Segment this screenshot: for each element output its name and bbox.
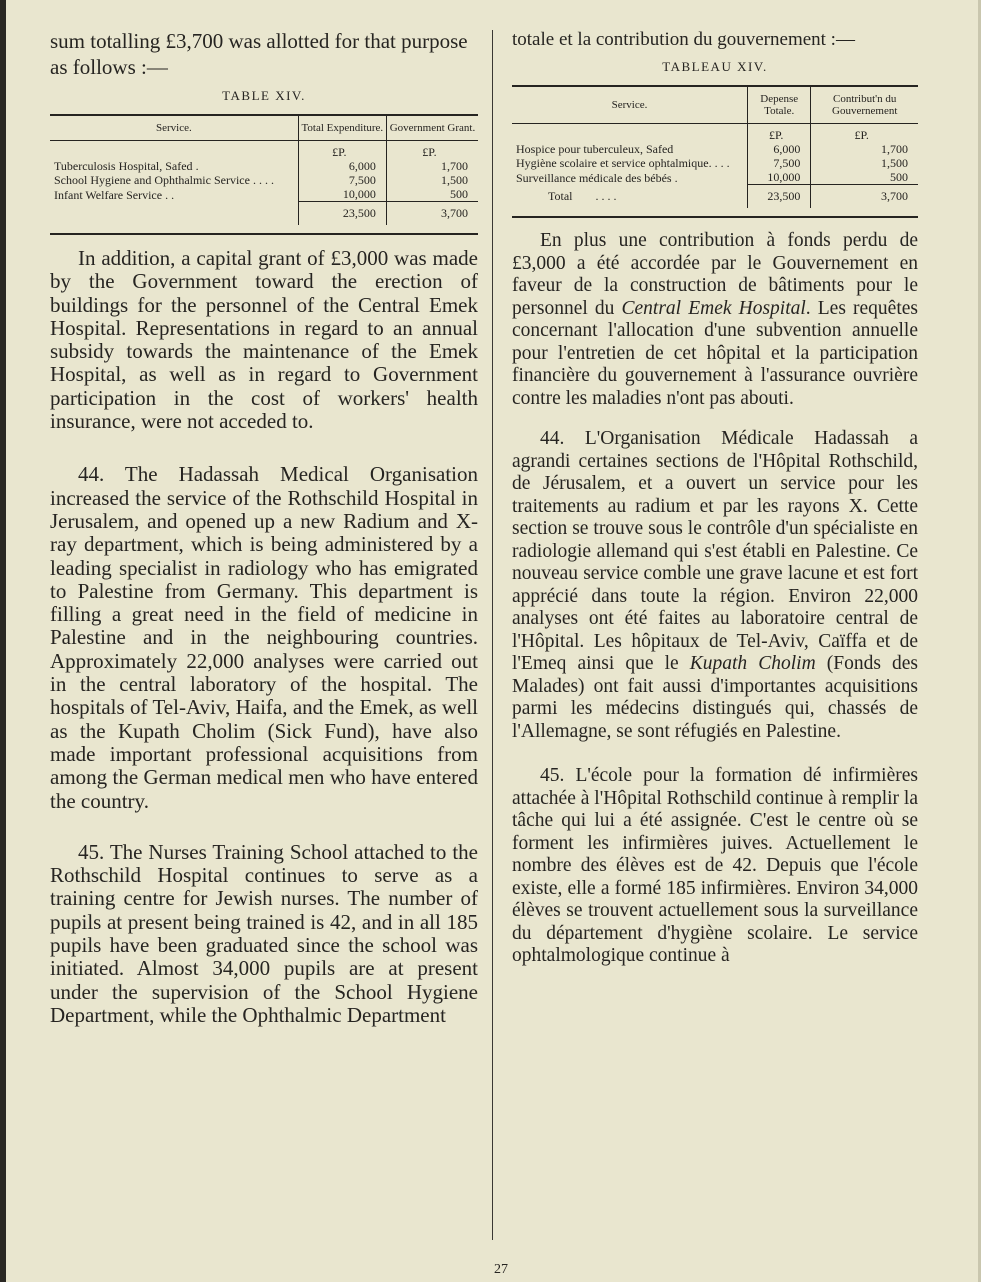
row-total: 7,500 [747,156,810,170]
header-grant: Government Grant. [386,115,478,141]
table-total-row [50,202,478,226]
header-total: Total Expenditure. [298,115,386,141]
total-expenditure: 23,500 [298,202,386,226]
french-intro: totale et la contribution du gouvernement :— [512,29,855,50]
header-total: Depense Totale. [747,86,810,124]
row-grant: 1,500 [386,173,478,187]
row-grant: 1,700 [811,142,918,156]
total-expenditure: 23,500 [747,185,810,209]
french-paragraph-45: 45. L'école pour la formation dé infirmières attachée à l'Hôpital Rothschild continue à remplir la tâche qui lui a été assignée. C'est le centre où se forment les infirmières juives. Actuellement le nombre des élèves est de 42. Depuis que l'école existe, elle a formé 185 infirmières. Environ 34,000 élèves se trouvent actuellement sous la surveillance du département d'hygiène scolaire. Le service ophtalmologique continue à [512,765,918,966]
table-bottom-rule [512,216,918,218]
table-row [50,187,478,202]
total-dots: . . . . [595,189,617,203]
row-dots: . . . . [252,173,274,187]
table-total-row [512,185,918,209]
table-row [512,142,918,156]
row-grant: 1,500 [811,156,918,170]
total-grant: 3,700 [386,202,478,226]
row-service: Surveillance médicale des bébés [516,170,672,185]
row-grant: 500 [386,187,478,202]
french-paragraph-44: 44. L'Organisation Médicale Hadassah a agrandi certaines sections de l'Hôpital Rothschild, de Jérusalem, et a ouvert un service pour les traitements au radium et par les rayons X. Cette section se trouve sous le contrôle d'un spécialiste en radiologie allemand qui s'est établi en Palestine. Ce nouveau service comble une grave lacune et est fort apprécié dans toute la région. Environ 22,000 analyses ont été faites au laboratoire central de l'Hôpital. Les hôpitaux de Tel-Aviv, Caïffa et de l'Emeq ainsi que le Kupath Cholim (Fonds des Malades) ont fait aussi d'importantes acquisitions parmi les médecins distingués qui, chassés de l'Allemagne, se sont réfugiés en Palestine. [512,428,918,742]
english-paragraph-45: 45. The Nurses Training School attached to the Rothschild Hospital continues to serve as a training centre for Jewish nurses. The number of pupils at present being trained is 42, and in all 185 pupils have been graduated since the school was initiated. Almost 34,000 pupils are at present under the supervision of the School Hygiene Department, while the Ophthalmic Department [50,839,478,1027]
row-service: Infant Welfare Service [54,187,163,202]
row-total: 7,500 [298,173,386,187]
english-table [50,114,478,225]
row-service: Tuberculosis Hospital, Safed [54,159,193,173]
table-row [512,156,918,170]
table-header-row [512,86,918,124]
total-grant: 3,700 [811,185,918,209]
english-intro: sum totalling £3,700 was allotted for that purpose as follows :— [50,29,468,79]
table-unit-row [512,124,918,143]
total-label [50,202,298,226]
row-total: 10,000 [747,170,810,185]
table-unit-row [50,141,478,160]
row-dots: . . . [714,156,730,170]
page-binding-edge [0,0,6,1282]
header-grant: Contribut'n du Gouvernement [811,86,918,124]
row-grant: 1,700 [386,159,478,173]
header-service: Service. [512,86,747,124]
english-paragraph-44: 44. The Hadassah Medical Organisation increased the service of the Rothschild Hospital in Jerusalem, and opened up a new Radium and X-ray department, which is being administered by a leading specialist in radiology who has emigrated to Palestine from Germany. This department is filling a great need in the field of medicine in Palestine and in the neighbouring countries. Approximately 22,000 analyses were carried out in the central laboratory of the hospital. The hospitals of Tel-Aviv, Haifa, and the Emek, as well as the Kupath Cholim (Sick Fund), have also made important professional acquisitions from among the German medical men who have entered the country. [50,462,478,813]
english-column [50,28,478,1027]
row-service: Hospice pour tuberculeux, Safed [516,142,674,156]
french-table-caption: TABLEAU XIV. [662,59,768,74]
unit-grant: £P. [811,124,918,143]
table-header-row [50,115,478,141]
row-total: 10,000 [298,187,386,202]
row-total: 6,000 [747,142,810,156]
row-total: 6,000 [298,159,386,173]
row-dots: . [674,170,678,185]
row-dots: . [195,159,199,173]
english-paragraph-capital-grant: In addition, a capital grant of £3,000 was made by the Government toward the erection of buildings for the personnel of the Central Emek Hospital. Representations in regard to an annual subsidy towards the maintenance of the Emek Hospital, as well as in regard to Government participation in the cost of workers' health insurance, were not acceded to. [50,246,478,434]
italic-kupath-cholim: Kupath Cholim [689,653,816,674]
italic-hospital-name: Central Emek Hospital [621,297,806,319]
row-grant: 500 [811,170,918,185]
row-service: Hygiène scolaire et service ophtalmique. [516,156,712,170]
french-table [512,85,918,208]
column-divider [492,30,493,1240]
row-dots: . . [165,187,175,202]
table-bottom-rule [50,233,478,235]
unit-grant: £P. [386,141,478,160]
page-number: 27 [494,1262,508,1277]
english-table-caption: TABLE XIV. [222,88,306,103]
total-label: Total [548,189,573,203]
table-row [512,170,918,185]
table-row [50,173,478,187]
unit-total: £P. [298,141,386,160]
french-column [512,28,918,968]
row-service: School Hygiene and Ophthalmic Service [54,173,250,187]
unit-total: £P. [747,124,810,143]
header-service: Service. [50,115,298,141]
table-row [50,159,478,173]
french-paragraph-capital-grant: En plus une contribution à fonds perdu de £3,000 a été accordée par le Gouvernement en faveur de la construction de bâtiments pour le personnel du Central Emek Hospital. Les requêtes concernant l'allocation d'une subvention annuelle pour l'entretien de cet hôpital et la participation financière du gouvernement à l'assurance ouvrière contre les maladies n'ont pas abouti. [512,230,918,409]
